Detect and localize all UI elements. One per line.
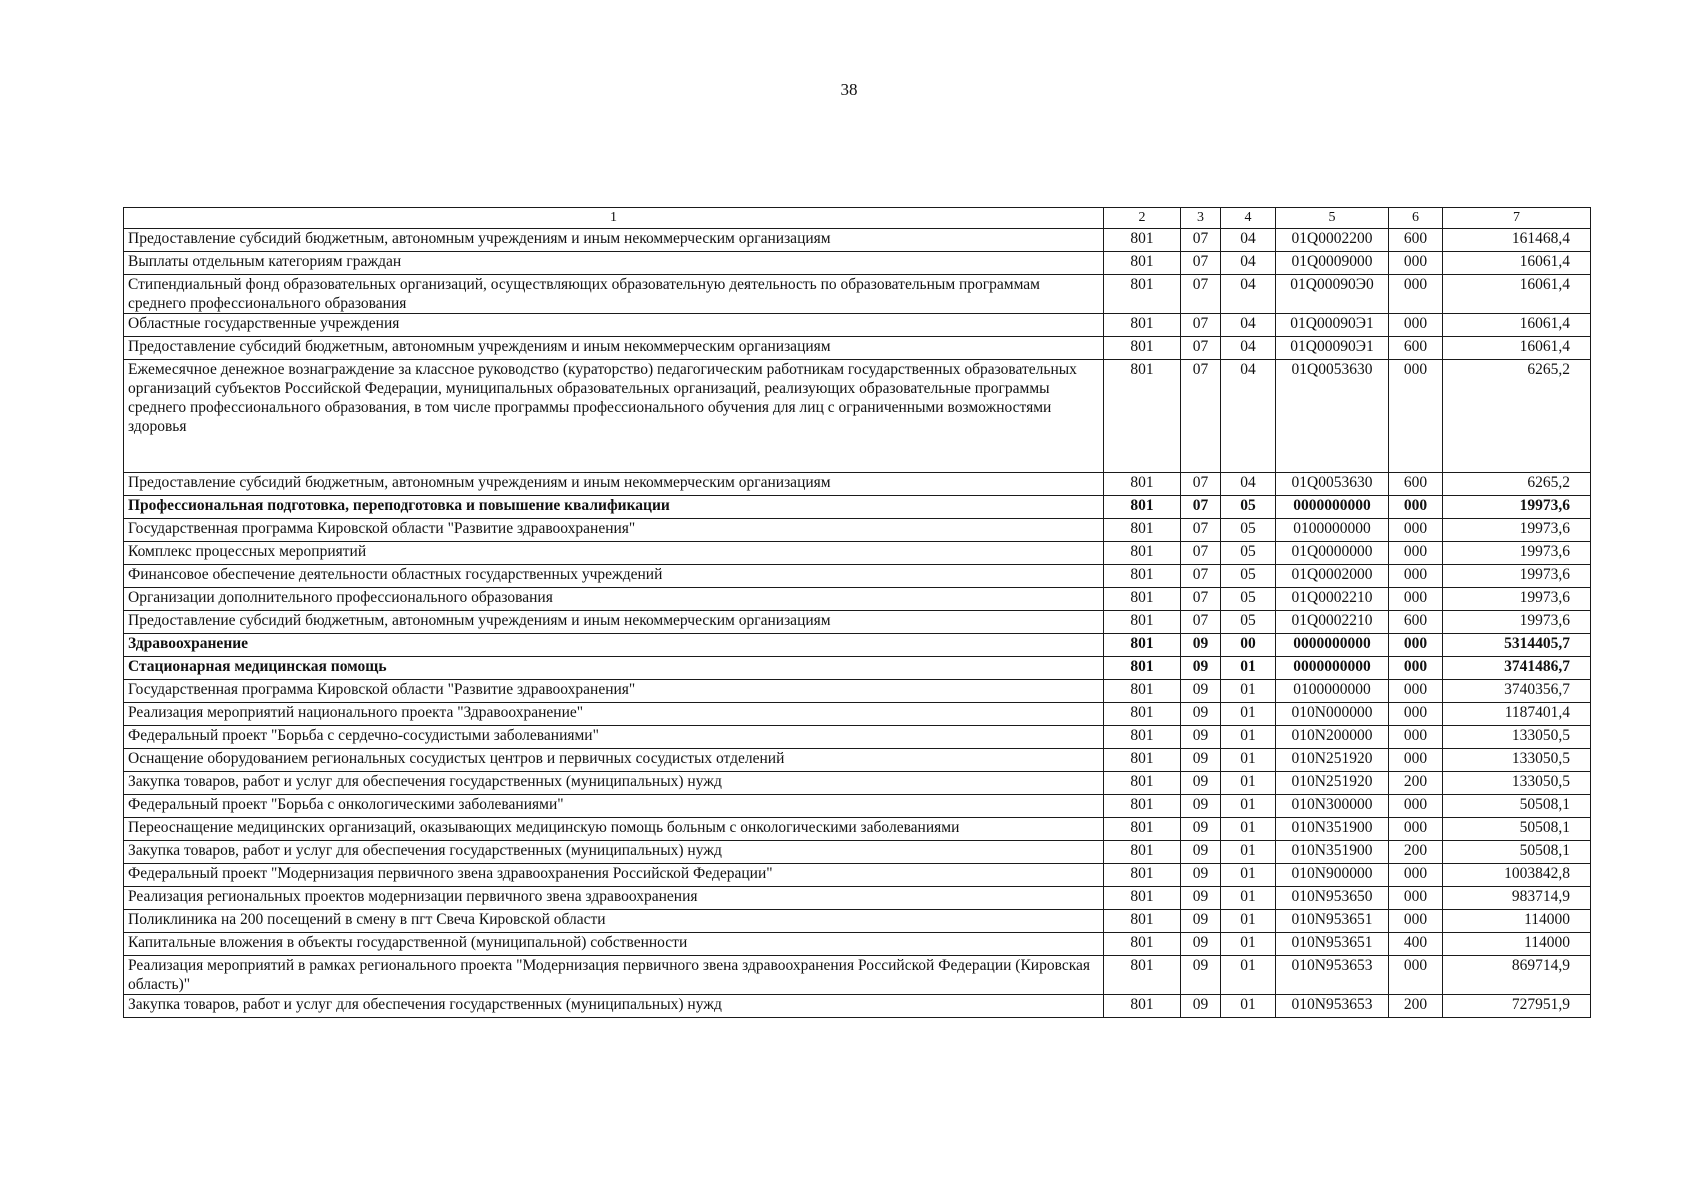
- ministry-code: 801: [1104, 634, 1181, 657]
- table-row: [124, 933, 1591, 956]
- subsection-code: 00: [1221, 634, 1276, 657]
- line-item-name: Здравоохранение: [124, 634, 1104, 657]
- table-row: [124, 657, 1591, 680]
- expense-type-code: 000: [1389, 657, 1443, 680]
- subsection-code: 01: [1221, 933, 1276, 956]
- ministry-code: 801: [1104, 565, 1181, 588]
- ministry-code: 801: [1104, 252, 1181, 275]
- expense-type-code: 000: [1389, 588, 1443, 611]
- subsection-code: 04: [1221, 229, 1276, 252]
- amount: 983714,9: [1443, 887, 1591, 910]
- target-article-code: 010N300000: [1276, 795, 1389, 818]
- target-article-code: 010N351900: [1276, 841, 1389, 864]
- target-article-code: 01Q0000000: [1276, 542, 1389, 565]
- ministry-code: 801: [1104, 703, 1181, 726]
- table-row: [124, 910, 1591, 933]
- target-article-code: 01Q00090Э1: [1276, 314, 1389, 337]
- expense-type-code: 000: [1389, 519, 1443, 542]
- target-article-code: 010N953651: [1276, 910, 1389, 933]
- line-item-name: Федеральный проект "Модернизация первичного звена здравоохранения Российской Федерации": [124, 864, 1104, 887]
- line-item-name: Капитальные вложения в объекты государственной (муниципальной) собственности: [124, 933, 1104, 956]
- section-code: 09: [1181, 910, 1221, 933]
- expense-type-code: 000: [1389, 726, 1443, 749]
- line-item-name: Поликлиника на 200 посещений в смену в пгт Свеча Кировской области: [124, 910, 1104, 933]
- target-article-code: 01Q0009000: [1276, 252, 1389, 275]
- line-item-name: Комплекс процессных мероприятий: [124, 542, 1104, 565]
- target-article-code: 010N200000: [1276, 726, 1389, 749]
- target-article-code: 01Q00090Э0: [1276, 275, 1389, 314]
- amount: 6265,2: [1443, 473, 1591, 496]
- section-code: 09: [1181, 887, 1221, 910]
- section-code: 09: [1181, 933, 1221, 956]
- table-row: [124, 680, 1591, 703]
- subsection-code: 04: [1221, 473, 1276, 496]
- table-row: [124, 360, 1591, 473]
- expense-type-code: 400: [1389, 933, 1443, 956]
- expense-type-code: 000: [1389, 887, 1443, 910]
- table-row: [124, 542, 1591, 565]
- line-item-name: Стипендиальный фонд образовательных организаций, осуществляющих образовательную деятельность по образовательным программам среднего профессионального образования: [124, 275, 1104, 314]
- target-article-code: 01Q0053630: [1276, 473, 1389, 496]
- amount: 16061,4: [1443, 337, 1591, 360]
- line-item-name: Закупка товаров, работ и услуг для обеспечения государственных (муниципальных) нужд: [124, 995, 1104, 1018]
- section-code: 07: [1181, 519, 1221, 542]
- ministry-code: 801: [1104, 519, 1181, 542]
- ministry-code: 801: [1104, 229, 1181, 252]
- target-article-code: 010N900000: [1276, 864, 1389, 887]
- section-code: 09: [1181, 956, 1221, 995]
- section-code: 09: [1181, 795, 1221, 818]
- subsection-code: 01: [1221, 703, 1276, 726]
- column-header: 6: [1389, 208, 1443, 229]
- target-article-code: 010N351900: [1276, 818, 1389, 841]
- header-row: [124, 208, 1591, 229]
- target-article-code: 010N953653: [1276, 956, 1389, 995]
- section-code: 07: [1181, 229, 1221, 252]
- subsection-code: 01: [1221, 910, 1276, 933]
- subsection-code: 01: [1221, 680, 1276, 703]
- ministry-code: 801: [1104, 680, 1181, 703]
- ministry-code: 801: [1104, 473, 1181, 496]
- subsection-code: 05: [1221, 565, 1276, 588]
- ministry-code: 801: [1104, 360, 1181, 473]
- amount: 19973,6: [1443, 496, 1591, 519]
- section-code: 07: [1181, 565, 1221, 588]
- table-row: [124, 887, 1591, 910]
- subsection-code: 04: [1221, 314, 1276, 337]
- table-row: [124, 588, 1591, 611]
- line-item-name: Предоставление субсидий бюджетным, автономным учреждениям и иным некоммерческим организациям: [124, 337, 1104, 360]
- expense-type-code: 000: [1389, 542, 1443, 565]
- section-code: 07: [1181, 275, 1221, 314]
- column-header: 3: [1181, 208, 1221, 229]
- expense-type-code: 000: [1389, 360, 1443, 473]
- line-item-name: Областные государственные учреждения: [124, 314, 1104, 337]
- table-row: [124, 818, 1591, 841]
- section-code: 09: [1181, 818, 1221, 841]
- table-row: [124, 519, 1591, 542]
- amount: 16061,4: [1443, 275, 1591, 314]
- amount: 133050,5: [1443, 726, 1591, 749]
- amount: 114000: [1443, 933, 1591, 956]
- page-number: 38: [840, 80, 858, 99]
- table-body: [124, 229, 1591, 1018]
- line-item-name: Государственная программа Кировской области "Развитие здравоохранения": [124, 680, 1104, 703]
- table-row: [124, 314, 1591, 337]
- ministry-code: 801: [1104, 795, 1181, 818]
- table-row: [124, 772, 1591, 795]
- subsection-code: 01: [1221, 772, 1276, 795]
- target-article-code: 0000000000: [1276, 634, 1389, 657]
- expense-type-code: 000: [1389, 496, 1443, 519]
- section-code: 09: [1181, 726, 1221, 749]
- target-article-code: 01Q0002200: [1276, 229, 1389, 252]
- target-article-code: 0100000000: [1276, 519, 1389, 542]
- table-row: [124, 956, 1591, 995]
- target-article-code: 010N953651: [1276, 933, 1389, 956]
- target-article-code: 010N953650: [1276, 887, 1389, 910]
- expense-type-code: 000: [1389, 956, 1443, 995]
- ministry-code: 801: [1104, 772, 1181, 795]
- line-item-name: Предоставление субсидий бюджетным, автономным учреждениям и иным некоммерческим организациям: [124, 473, 1104, 496]
- table-row: [124, 841, 1591, 864]
- line-item-name: Федеральный проект "Борьба с сердечно-сосудистыми заболеваниями": [124, 726, 1104, 749]
- subsection-code: 01: [1221, 956, 1276, 995]
- table-row: [124, 611, 1591, 634]
- amount: 6265,2: [1443, 360, 1591, 473]
- amount: 50508,1: [1443, 818, 1591, 841]
- column-header: 1: [124, 208, 1104, 229]
- table-row: [124, 703, 1591, 726]
- section-code: 09: [1181, 772, 1221, 795]
- amount: 1003842,8: [1443, 864, 1591, 887]
- table-row: [124, 749, 1591, 772]
- subsection-code: 01: [1221, 795, 1276, 818]
- column-header: 7: [1443, 208, 1591, 229]
- section-code: 07: [1181, 360, 1221, 473]
- section-code: 07: [1181, 588, 1221, 611]
- table-row: [124, 795, 1591, 818]
- section-code: 09: [1181, 657, 1221, 680]
- table-row: [124, 473, 1591, 496]
- section-code: 09: [1181, 995, 1221, 1018]
- subsection-code: 01: [1221, 657, 1276, 680]
- ministry-code: 801: [1104, 933, 1181, 956]
- subsection-code: 01: [1221, 726, 1276, 749]
- expense-type-code: 600: [1389, 611, 1443, 634]
- line-item-name: Профессиональная подготовка, переподготовка и повышение квалификации: [124, 496, 1104, 519]
- section-code: 09: [1181, 703, 1221, 726]
- ministry-code: 801: [1104, 956, 1181, 995]
- line-item-name: Реализация региональных проектов модернизации первичного звена здравоохранения: [124, 887, 1104, 910]
- subsection-code: 05: [1221, 519, 1276, 542]
- ministry-code: 801: [1104, 314, 1181, 337]
- section-code: 07: [1181, 496, 1221, 519]
- ministry-code: 801: [1104, 910, 1181, 933]
- line-item-name: Оснащение оборудованием региональных сосудистых центров и первичных сосудистых отделений: [124, 749, 1104, 772]
- line-item-name: Федеральный проект "Борьба с онкологическими заболеваниями": [124, 795, 1104, 818]
- table-row: [124, 337, 1591, 360]
- target-article-code: 0000000000: [1276, 496, 1389, 519]
- section-code: 07: [1181, 314, 1221, 337]
- subsection-code: 05: [1221, 611, 1276, 634]
- expense-type-code: 000: [1389, 252, 1443, 275]
- expense-type-code: 600: [1389, 337, 1443, 360]
- subsection-code: 05: [1221, 588, 1276, 611]
- column-header: 2: [1104, 208, 1181, 229]
- subsection-code: 04: [1221, 275, 1276, 314]
- line-item-name: Предоставление субсидий бюджетным, автономным учреждениям и иным некоммерческим организациям: [124, 229, 1104, 252]
- subsection-code: 01: [1221, 864, 1276, 887]
- amount: 114000: [1443, 910, 1591, 933]
- subsection-code: 04: [1221, 252, 1276, 275]
- subsection-code: 05: [1221, 542, 1276, 565]
- line-item-name: Реализация мероприятий национального проекта "Здравоохранение": [124, 703, 1104, 726]
- expense-type-code: 600: [1389, 473, 1443, 496]
- section-code: 07: [1181, 337, 1221, 360]
- expense-type-code: 000: [1389, 275, 1443, 314]
- subsection-code: 05: [1221, 496, 1276, 519]
- section-code: 09: [1181, 749, 1221, 772]
- table-row: [124, 634, 1591, 657]
- target-article-code: 010N000000: [1276, 703, 1389, 726]
- target-article-code: 01Q0002210: [1276, 611, 1389, 634]
- subsection-code: 01: [1221, 887, 1276, 910]
- target-article-code: 010N953653: [1276, 995, 1389, 1018]
- amount: 50508,1: [1443, 795, 1591, 818]
- budget-table: [123, 207, 1591, 1018]
- section-code: 07: [1181, 542, 1221, 565]
- column-header: 4: [1221, 208, 1276, 229]
- line-item-name: Выплаты отдельным категориям граждан: [124, 252, 1104, 275]
- line-item-name: Закупка товаров, работ и услуг для обеспечения государственных (муниципальных) нужд: [124, 841, 1104, 864]
- column-header: 5: [1276, 208, 1389, 229]
- subsection-code: 01: [1221, 818, 1276, 841]
- expense-type-code: 000: [1389, 680, 1443, 703]
- amount: 19973,6: [1443, 611, 1591, 634]
- ministry-code: 801: [1104, 542, 1181, 565]
- table-row: [124, 995, 1591, 1018]
- ministry-code: 801: [1104, 726, 1181, 749]
- ministry-code: 801: [1104, 749, 1181, 772]
- subsection-code: 04: [1221, 337, 1276, 360]
- expense-type-code: 600: [1389, 229, 1443, 252]
- amount: 19973,6: [1443, 542, 1591, 565]
- amount: 3740356,7: [1443, 680, 1591, 703]
- target-article-code: 01Q0002000: [1276, 565, 1389, 588]
- amount: 5314405,7: [1443, 634, 1591, 657]
- table-row: [124, 864, 1591, 887]
- amount: 869714,9: [1443, 956, 1591, 995]
- amount: 727951,9: [1443, 995, 1591, 1018]
- amount: 133050,5: [1443, 772, 1591, 795]
- ministry-code: 801: [1104, 864, 1181, 887]
- section-code: 07: [1181, 473, 1221, 496]
- section-code: 07: [1181, 252, 1221, 275]
- table-row: [124, 726, 1591, 749]
- amount: 133050,5: [1443, 749, 1591, 772]
- table-row: [124, 565, 1591, 588]
- target-article-code: 0000000000: [1276, 657, 1389, 680]
- amount: 161468,4: [1443, 229, 1591, 252]
- line-item-name: Предоставление субсидий бюджетным, автономным учреждениям и иным некоммерческим организациям: [124, 611, 1104, 634]
- subsection-code: 04: [1221, 360, 1276, 473]
- section-code: 09: [1181, 864, 1221, 887]
- line-item-name: Переоснащение медицинских организаций, оказывающих медицинскую помощь больным с онкологическими заболеваниями: [124, 818, 1104, 841]
- amount: 19973,6: [1443, 588, 1591, 611]
- expense-type-code: 000: [1389, 314, 1443, 337]
- line-item-name: Ежемесячное денежное вознаграждение за классное руководство (кураторство) педагогическим работникам государственных образовательных организаций субъектов Российской Федерации, муниципальных образовательных организаций, реализующих образовательные программы среднего профессионального образования, в том числе программы профессионального обучения для лиц с ограниченными возможностями здоровья: [124, 360, 1104, 473]
- expense-type-code: 200: [1389, 841, 1443, 864]
- table-row: [124, 229, 1591, 252]
- expense-type-code: 000: [1389, 910, 1443, 933]
- amount: 16061,4: [1443, 252, 1591, 275]
- line-item-name: Стационарная медицинская помощь: [124, 657, 1104, 680]
- ministry-code: 801: [1104, 995, 1181, 1018]
- target-article-code: 010N251920: [1276, 772, 1389, 795]
- expense-type-code: 000: [1389, 703, 1443, 726]
- table-row: [124, 252, 1591, 275]
- section-code: 09: [1181, 680, 1221, 703]
- expense-type-code: 000: [1389, 818, 1443, 841]
- expense-type-code: 000: [1389, 795, 1443, 818]
- table-row: [124, 496, 1591, 519]
- expense-type-code: 000: [1389, 864, 1443, 887]
- target-article-code: 010N251920: [1276, 749, 1389, 772]
- amount: 50508,1: [1443, 841, 1591, 864]
- amount: 16061,4: [1443, 314, 1591, 337]
- section-code: 07: [1181, 611, 1221, 634]
- ministry-code: 801: [1104, 275, 1181, 314]
- amount: 3741486,7: [1443, 657, 1591, 680]
- expense-type-code: 000: [1389, 749, 1443, 772]
- section-code: 09: [1181, 841, 1221, 864]
- table-row: [124, 275, 1591, 314]
- target-article-code: 01Q0002210: [1276, 588, 1389, 611]
- line-item-name: Организации дополнительного профессионального образования: [124, 588, 1104, 611]
- subsection-code: 01: [1221, 995, 1276, 1018]
- ministry-code: 801: [1104, 841, 1181, 864]
- line-item-name: Закупка товаров, работ и услуг для обеспечения государственных (муниципальных) нужд: [124, 772, 1104, 795]
- expense-type-code: 200: [1389, 995, 1443, 1018]
- ministry-code: 801: [1104, 611, 1181, 634]
- line-item-name: Финансовое обеспечение деятельности областных государственных учреждений: [124, 565, 1104, 588]
- target-article-code: 01Q0053630: [1276, 360, 1389, 473]
- amount: 1187401,4: [1443, 703, 1591, 726]
- amount: 19973,6: [1443, 519, 1591, 542]
- section-code: 09: [1181, 634, 1221, 657]
- amount: 19973,6: [1443, 565, 1591, 588]
- expense-type-code: 200: [1389, 772, 1443, 795]
- expense-type-code: 000: [1389, 565, 1443, 588]
- line-item-name: Реализация мероприятий в рамках регионального проекта "Модернизация первичного звена здравоохранения Российской Федерации (Кировская область)": [124, 956, 1104, 995]
- target-article-code: 01Q00090Э1: [1276, 337, 1389, 360]
- ministry-code: 801: [1104, 887, 1181, 910]
- ministry-code: 801: [1104, 657, 1181, 680]
- ministry-code: 801: [1104, 818, 1181, 841]
- target-article-code: 0100000000: [1276, 680, 1389, 703]
- subsection-code: 01: [1221, 841, 1276, 864]
- subsection-code: 01: [1221, 749, 1276, 772]
- line-item-name: Государственная программа Кировской области "Развитие здравоохранения": [124, 519, 1104, 542]
- ministry-code: 801: [1104, 337, 1181, 360]
- ministry-code: 801: [1104, 588, 1181, 611]
- ministry-code: 801: [1104, 496, 1181, 519]
- expense-type-code: 000: [1389, 634, 1443, 657]
